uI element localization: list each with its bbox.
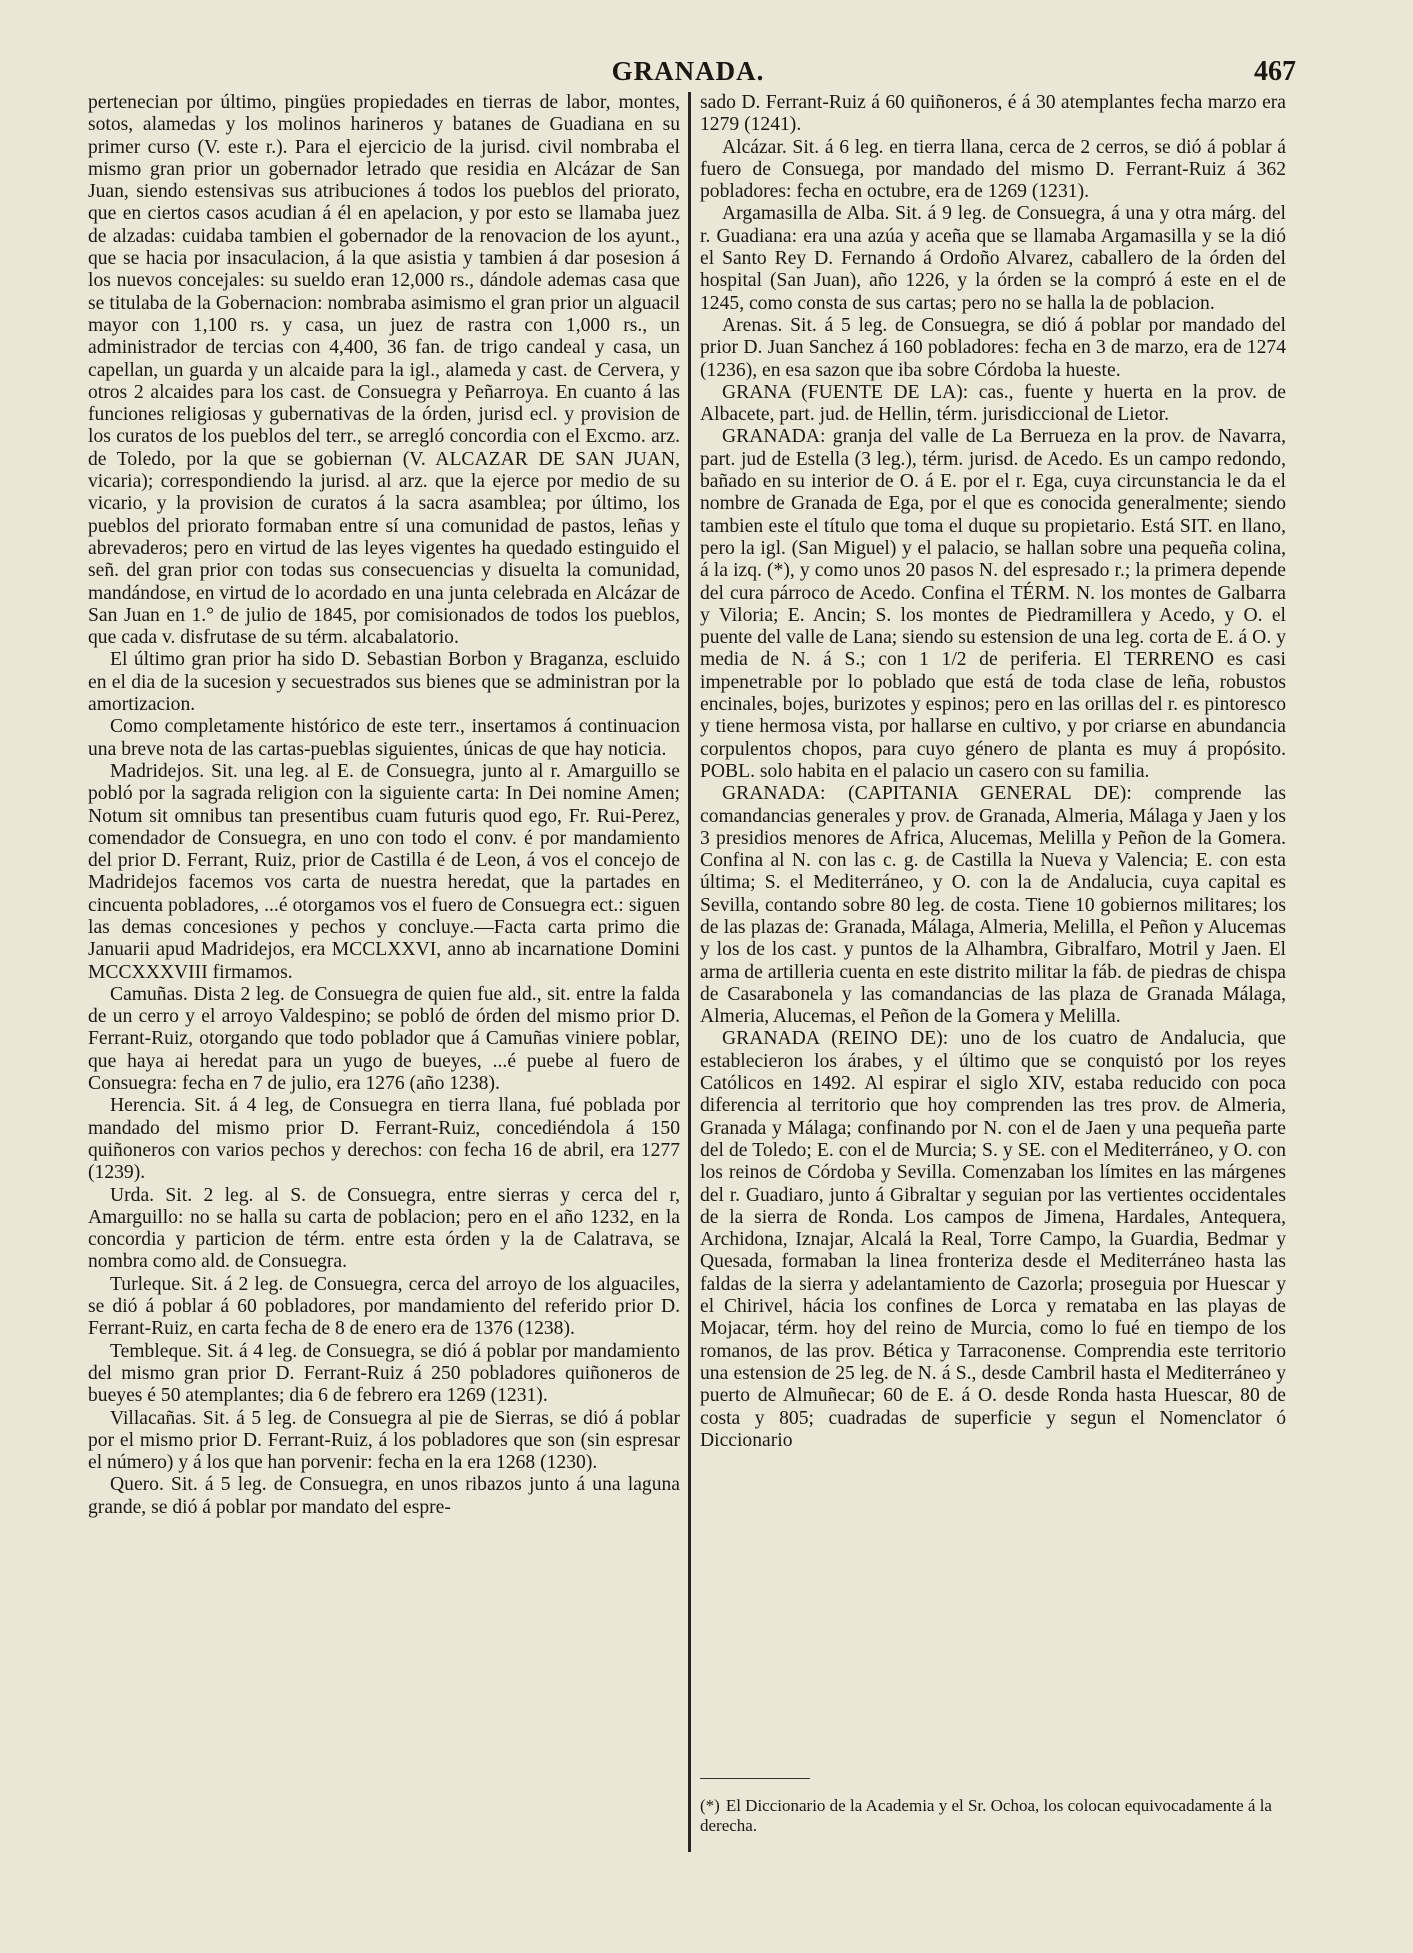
right-column bbox=[700, 92, 1286, 1452]
footnote-text: El Diccionario de la Academia y el Sr. Ochoa, los colocan equivocadamente á la derecha. bbox=[700, 1796, 1272, 1836]
paragraph: Como completamente histórico de este terr., insertamos á continuacion una breve nota de las cartas-pueblas siguientes, únicas de que hay noticia. bbox=[88, 716, 680, 760]
footnote bbox=[700, 1796, 1286, 1837]
footnote-rule bbox=[700, 1778, 810, 1779]
paragraph: Argamasilla de Alba. Sit. á 9 leg. de Consuegra, á una y otra márg. del r. Guadiana: era una azúa y aceña que se llamaba Argamasilla y se la dió el Santo Rey D. Fernando á Ordoño Alvarez, caballero de la órden del hospital (San Juan), año 1226, y la órden se la compró á este en el de 1245, como consta de sus cartas; pero no se halla la de poblacion. bbox=[700, 203, 1286, 314]
entry-paragraph: GRANA (FUENTE DE LA): cas., fuente y huerta en la prov. de Albacete, part. jud. de Hellin, térm. jurisdiccional de Lietor. bbox=[700, 381, 1286, 426]
page-title: GRANADA. bbox=[611, 56, 765, 86]
entry-paragraph: GRANADA (REINO DE): uno de los cuatro de Andalucia, que establecieron los árabes, y el último que se conquistó por los reyes Católicos en 1492. Al espirar el siglo XIV, estaba reducido con poca diferencia al territorio que hoy comprenden las tres prov. de Almeria, Granada y Málaga; confinando por N. con el de Jaen y una pequeña parte del de Toledo; E. con el de Murcia; S. y SE. con el Mediterráneo, y O. con los reinos de Córdoba y Sevilla. Comenzaban los límites en las márgenes del r. Guadiaro, junto á Gibraltar y seguian por las vertientes occidentales de la sierra de Ronda. Los campos de Jimena, Hardales, Antequera, Archidona, Iznajar, Alcalá la Real, Torre Campo, la Guardia, Bedmar y Quesada, formaban la linea fronteriza desde el Mediterráneo hasta las faldas de la sierra y adelantamiento de Cazorla; proseguia por Huescar y el Chirivel, hácia los confines de Lorca y remataba en las playas de Mojacar, térm. hoy del reino de Murcia, como lo fué en tiempo de los romanos, de las prov. Bética y Tarraconense. Comprendia este territorio una estension de 25 leg. de N. á S., desde Cambril hasta el Mediterráneo y puerto de Almuñecar; 60 de E. á O. desde Ronda hasta Huescar, 80 de costa y 805; cuadradas de superficie y segun el Nomenclator ó Diccionario bbox=[700, 1028, 1286, 1451]
paragraph: Madridejos. Sit. una leg. al E. de Consuegra, junto al r. Amarguillo se pobló por la sagrada religion con la siguiente carta: In Dei nomine Amen; Notum sit omnibus tan presentibus cuam futuris quod ego, Fr. Rui-Perez, comendador de Consuegra, en uno con todo el conv. é por mandamiento del prior D. Ferrant, Ruiz, prior de Castilla é de Leon, á vos el concejo de Madridejos facemos vos carta de nuestra heredat, que la partades en cincuenta pobladores, ...é otorgamos vos el fuero de Consuegra ect.: siguen las demas concesiones y pechos y concluye.—Facta carta primo die Januarii apud Madridejos, era MCCLXXVI, anno ab incarnatione Domini MCCXXXVIII firmamos. bbox=[88, 760, 680, 983]
paragraph: Villacañas. Sit. á 5 leg. de Consuegra al pie de Sierras, se dió á poblar por el mismo prior D. Ferrant-Ruiz, á los pobladores que son (sin espresar el número) y á los que han porvenir: fecha en la era 1268 (1230). bbox=[88, 1407, 680, 1474]
column-divider bbox=[688, 92, 691, 1852]
entry-paragraph: GRANADA: (CAPITANIA GENERAL DE): comprende las comandancias generales y prov. de Granada, Almeria, Málaga y Jaen y los 3 presidios menores de Africa, Alucemas, Melilla y Peñon de la Gomera. Confina al N. con las c. g. de Castilla la Nueva y Valencia; E. con esta última; S. el Mediterráneo, y O. con la de Andalucia, cuya capital es Sevilla, contando sobre 80 leg. de costa. Tiene 10 gobiernos militares; los de las plazas de: Granada, Málaga, Almeria, Melilla, el Peñon y Alucemas y los de los cast. y puntos de la Alhambra, Gibralfaro, Motril y Jaen. El arma de artilleria cuenta en este distrito militar la fáb. de piedras de chispa de Casarabonela y las comandancias de las plaza de Granada Málaga, Almeria, Alucemas, el Peñon de la Gomera y Melilla. bbox=[700, 783, 1286, 1028]
paragraph: El último gran prior ha sido D. Sebastian Borbon y Braganza, escluido en el dia de la sucesion y secuestrados sus bienes que se administran por la amortizacion. bbox=[88, 649, 680, 716]
running-head bbox=[88, 52, 1296, 92]
paragraph: Camuñas. Dista 2 leg. de Consuegra de quien fue ald., sit. entre la falda de un cerro y el arroyo Valdespino; se pobló de órden del mismo prior D. Ferrant-Ruiz, otorgando que todo poblador que á Camuñas viniere poblar, que haya ai heredat para un yugo de bueyes, ...é puebe al fuero de Consuegra: fecha en 7 de julio, era 1276 (año 1238). bbox=[88, 983, 680, 1095]
paragraph: Herencia. Sit. á 4 leg, de Consuegra en tierra llana, fué poblada por mandado del mismo prior D. Ferrant-Ruiz, concediéndola á 150 quiñoneros con varios pechos y derechos: con fecha 16 de abril, era 1277 (1239). bbox=[88, 1095, 680, 1184]
paragraph: Alcázar. Sit. á 6 leg. en tierra llana, cerca de 2 cerros, se dió á poblar á fuero de Consuega, por mandado del mismo D. Ferrant-Ruiz á 362 pobladores: fecha en octubre, era de 1269 (1231). bbox=[700, 136, 1286, 203]
paragraph: Arenas. Sit. á 5 leg. de Consuegra, se dió á poblar por mandado del prior D. Juan Sanchez á 160 pobladores: fecha en 3 de marzo, era de 1274 (1236), en esa sazon que iba sobre Córdoba la hueste. bbox=[700, 314, 1286, 381]
paragraph: Quero. Sit. á 5 leg. de Consuegra, en unos ribazos junto á una laguna grande, se dió á poblar por mandato del espre- bbox=[88, 1474, 680, 1518]
paragraph: sado D. Ferrant-Ruiz á 60 quiñoneros, é á 30 atemplantes fecha marzo era 1279 (1241). bbox=[700, 92, 1286, 136]
paragraph: pertenecian por último, pingües propiedades en tierras de labor, montes, sotos, alamedas y los molinos harineros y batanes de Guadiana en su primer curso (V. este r.). Para el ejercicio de la jurisd. civil nombraba el mismo gran prior un gobernador letrado que residia en Alcázar de San Juan, siendo estensivas sus atribuciones á todos los pueblos del priorato, que en ciertos casos acudian á él en apelacion, y por esto se llamaba juez de alzadas: cuidaba tambien el gobernador de la renovacion de los ayunt., que se hacia por insaculacion, á la que asistia y tambien á dar posesion á los nuevos concejales: su sueldo eran 12,000 rs., dándole ademas casa que se titulaba de la Gobernacion: nombraba asimismo el gran prior un alguacil mayor con 1,100 rs. y casa, un juez de rastra con 1,000 rs., un administrador de tercias con 4,400, 36 fan. de trigo candeal y casa, un capellan, un guarda y un alcaide para la igl., alameda y cast. de Cervera, y otros 2 alcaides para los cast. de Consuegra y Peñarroya. En cuanto á las funciones religiosas y gubernativas de la órden, jurisd ecl. y provision de los curatos de los pueblos del terr., se arregló concordia con el Excmo. arz. de Toledo, por la que se gobiernan (V. ALCAZAR DE SAN JUAN, vicaria); correspondiendo la jurisd. al arz. que la ejerce por medio de su vicario, y la provision de curatos á la sacra asamblea; por último, los pueblos del priorato formaban entre sí una comunidad de pastos, leñas y abrevaderos; pero en virtud de las leyes vigentes ha quedado estinguido el señ. del gran prior con todas sus consecuencias y disuelta la comunidad, mandándose, en virtud de lo acordado en una junta celebrada en Alcázar de San Juan en 1.° de julio de 1845, por comisionados de todos los pueblos, que cada v. disfrutase de su térm. alcabalatorio. bbox=[88, 92, 680, 649]
entry-paragraph: GRANADA: granja del valle de La Berrueza en la prov. de Navarra, part. jud de Estella (3 leg.), térm. jurisd. de Acedo. Es un campo redondo, bañado en su interior de O. á E. por el r. Ega, cuya circunstancia le da el nombre de Granada de Ega, por el que es conocida generalmente; siendo tambien este el título que toma el duque su propietario. Está SIT. en llano, pero la igl. (San Miguel) y el palacio, se hallan sobre una pequeña colina, á la izq. (*), y como unos 20 pasos N. del espresado r.; la primera depende del cura párroco de Acedo. Confina el TÉRM. N. los montes de Galbarra y Viloria; E. Ancin; S. los montes de Piedramillera y Acedo, y O. el puente del valle de Lana; siendo su estension de una leg. corta de E. á O. y media de N. á S.; con 1 1/2 de periferia. El TERRENO es casi impenetrable por lo poblado que está de toda clase de leña, robustos encinales, bojes, burizotes y espinos; pero en las orillas del r. es pintoresco y tiene hermosa vista, por hallarse en cultivo, y por criarse en abundancia corpulentos chopos, para cuyo género de planta es muy á propósito. POBL. solo habita en el palacio un casero con su familia. bbox=[700, 426, 1286, 782]
paragraph: Urda. Sit. 2 leg. al S. de Consuegra, entre sierras y cerca del r, Amarguillo: no se halla su carta de poblacion; pero en el año 1232, en la concordia y particion de térm. entre esta órden y la de Calatrava, se nombra como ald. de Consuegra. bbox=[88, 1184, 680, 1273]
left-column bbox=[88, 92, 680, 1519]
paragraph: Tembleque. Sit. á 4 leg. de Consuegra, se dió á poblar por mandamiento del mismo gran prior D. Ferrant-Ruiz á 250 pobladores quiñoneros de bueyes é 50 atemplantes; dia 6 de febrero era 1269 (1231). bbox=[88, 1340, 680, 1407]
page-number: 467 bbox=[1254, 56, 1296, 87]
footnote-mark: (*) bbox=[700, 1796, 720, 1815]
paragraph: Turleque. Sit. á 2 leg. de Consuegra, cerca del arroyo de los alguaciles, se dió á poblar á 60 pobladores, por mandamiento del referido prior D. Ferrant-Ruiz, en carta fecha de 8 de enero era de 1376 (1238). bbox=[88, 1273, 680, 1340]
